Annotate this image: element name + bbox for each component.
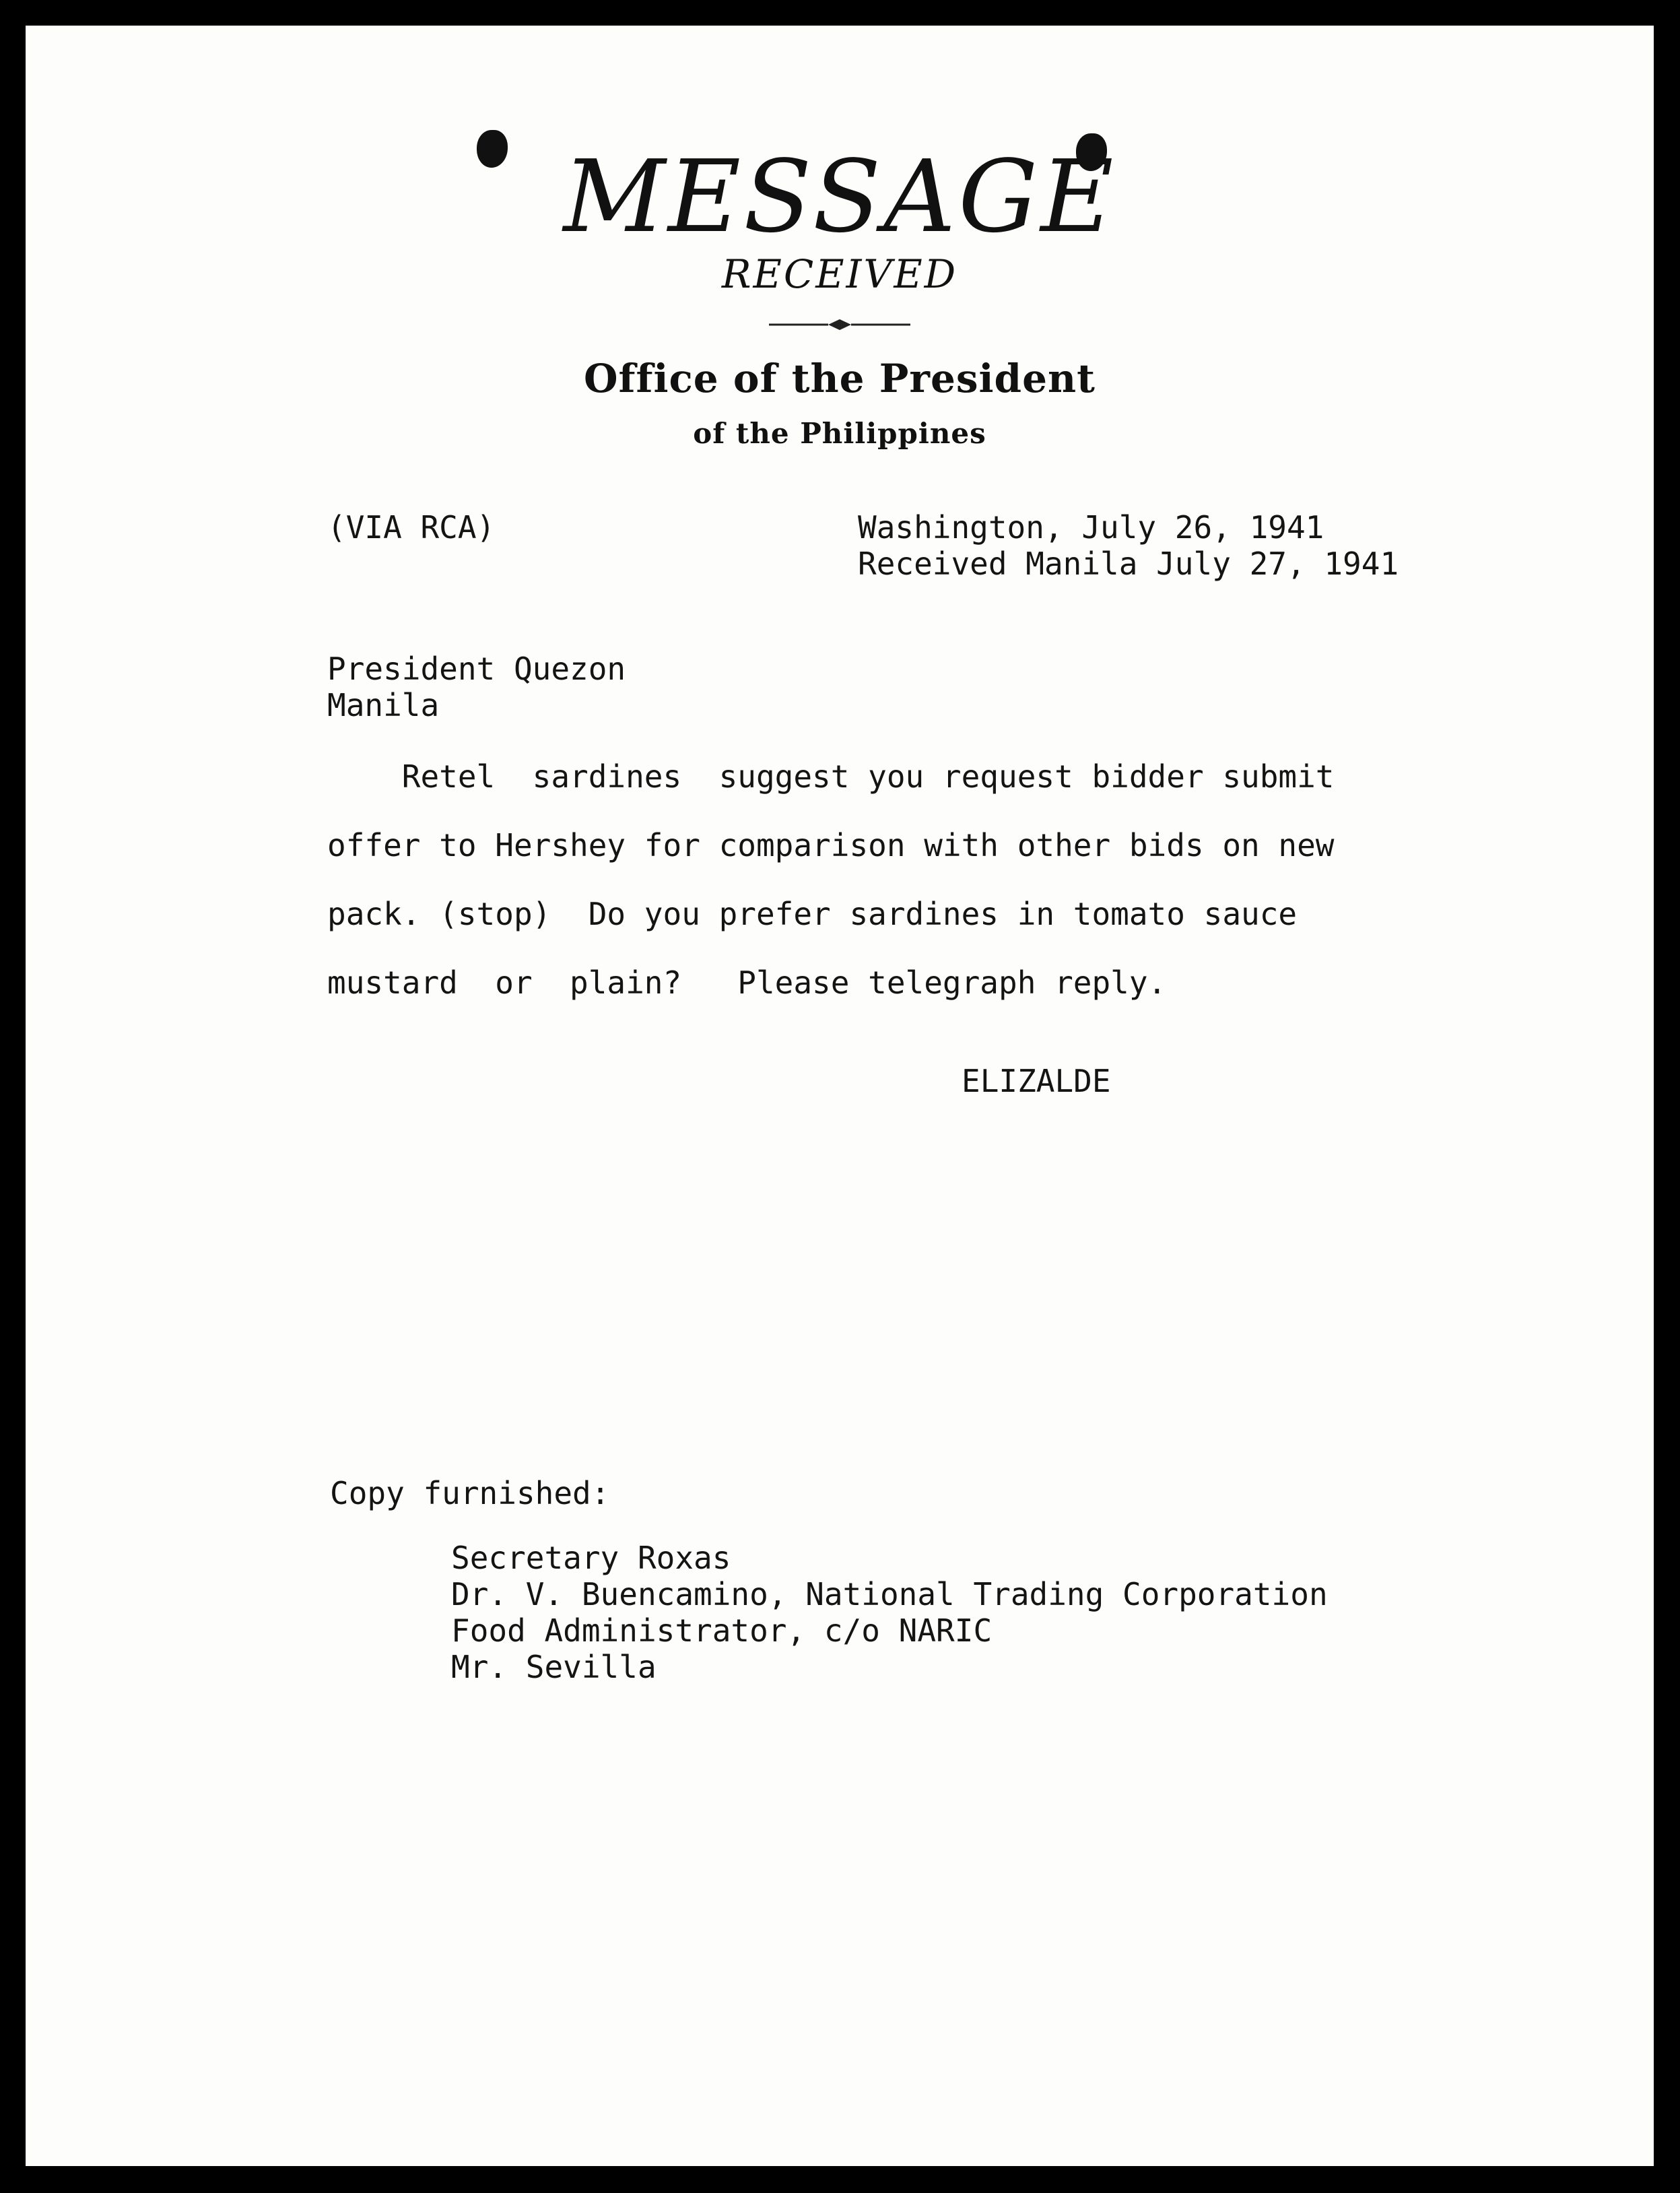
letterhead-country: of the Philippines (693, 417, 986, 450)
addressee-name: President Quezon (327, 651, 626, 687)
copy-recipient: Secretary Roxas (451, 1540, 731, 1576)
letterhead-title: MESSAGE (563, 139, 1116, 255)
addressee-city: Manila (327, 687, 440, 723)
signature: ELIZALDE (962, 1063, 1111, 1099)
message-line-2: offer to Hershey for comparison with other bids on new (327, 827, 1335, 863)
message-line-3: pack. (stop) Do you prefer sardines in tomato sauce (327, 896, 1298, 932)
letterhead-office: Office of the President (584, 356, 1096, 401)
received-dateline: Received Manila July 27, 1941 (858, 546, 1399, 582)
divider-ornament (769, 317, 910, 333)
document-page (26, 26, 1654, 2166)
letterhead-subtitle: RECEIVED (721, 251, 958, 297)
message-line-1: Retel sardines suggest you request bidder submit (327, 758, 1335, 795)
message-line-4: mustard or plain? Please telegraph reply. (327, 964, 1167, 1001)
copy-recipient: Food Administrator, c/o NARIC (451, 1612, 993, 1649)
sent-dateline: Washington, July 26, 1941 (858, 509, 1324, 546)
copy-recipient: Mr. Sevilla (451, 1649, 657, 1685)
via-line: (VIA RCA) (327, 509, 496, 546)
copy-furnished-label: Copy furnished: (330, 1475, 610, 1511)
copy-recipient: Dr. V. Buencamino, National Trading Corporation (451, 1576, 1328, 1612)
